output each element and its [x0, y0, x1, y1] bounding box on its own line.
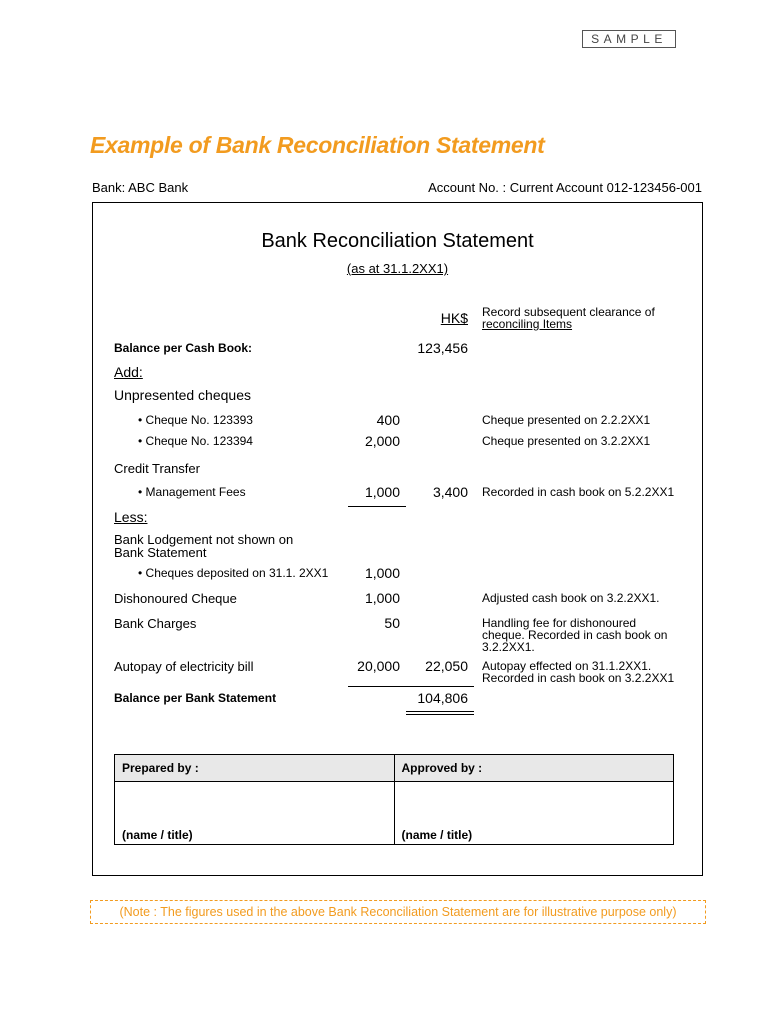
add-heading: Add:: [114, 364, 143, 380]
less-subtotal: 22,050: [425, 658, 468, 674]
balance-cash-book-total: 123,456: [417, 340, 468, 356]
signoff-table: [114, 754, 674, 845]
dishonoured-amount: 1,000: [364, 590, 400, 606]
bank-charges-amount: 50: [384, 615, 400, 631]
account-number: Account No. : Current Account 012-123456-001: [428, 180, 702, 195]
bank-charges-remark: Handling fee for dishonoured cheque. Recorded in cash book on 3.2.2XX1.: [482, 616, 668, 654]
dishonoured-remark: Adjusted cash book on 3.2.2XX1.: [482, 591, 660, 605]
cheque-2-amount: 2,000: [364, 433, 400, 449]
cheques-deposited-amount: 1,000: [364, 565, 400, 581]
mgmt-fees-remark: Recorded in cash book on 5.2.2XX1: [482, 485, 675, 499]
cheque-2-label: • Cheque No. 123394: [138, 434, 253, 448]
autopay-remark: Autopay effected on 31.1.2XX1. Recorded in cash book on 3.2.2XX1: [482, 659, 675, 685]
remarks-header: Record subsequent clearance of reconciling Items: [482, 305, 655, 331]
less-heading: Less:: [114, 509, 148, 525]
approved-by-signature-box[interactable]: [394, 782, 674, 845]
currency-header: HK$: [440, 310, 468, 326]
autopay-amount: 20,000: [357, 658, 400, 674]
cheque-1-remark: Cheque presented on 2.2.2XX1: [482, 413, 651, 427]
add-subtotal-rule: [348, 506, 406, 507]
balance-bank-statement-label: Balance per Bank Statement: [114, 691, 277, 705]
approved-by-header: Approved by :: [394, 755, 674, 782]
document-title: Example of Bank Reconciliation Statement: [90, 132, 545, 158]
balance-bank-statement-total: 104,806: [417, 690, 468, 706]
autopay-label: Autopay of electricity bill: [114, 659, 254, 674]
lodgement-heading: Bank Lodgement not shown on Bank Statement: [114, 532, 294, 560]
prepared-by-header: Prepared by :: [115, 755, 395, 782]
approved-name-title: (name / title): [401, 828, 473, 842]
cheque-1-amount: 400: [376, 412, 400, 428]
double-rule-bottom: [406, 714, 474, 715]
mgmt-fees-label: • Management Fees: [138, 485, 246, 499]
dishonoured-label: Dishonoured Cheque: [114, 591, 237, 606]
statement-date: (as at 31.1.2XX1): [346, 261, 449, 276]
bank-name: Bank: ABC Bank: [92, 180, 189, 195]
less-subtotal-rule: [348, 686, 474, 687]
double-rule-top: [406, 711, 474, 712]
prepared-by-signature-box[interactable]: [115, 782, 395, 845]
balance-cash-book-label: Balance per Cash Book:: [114, 341, 253, 355]
cheques-deposited-label: • Cheques deposited on 31.1. 2XX1: [138, 566, 329, 580]
cheque-1-label: • Cheque No. 123393: [138, 413, 253, 427]
bank-charges-label: Bank Charges: [114, 616, 197, 631]
statement-title: Bank Reconciliation Statement: [261, 230, 534, 252]
cheque-2-remark: Cheque presented on 3.2.2XX1: [482, 434, 651, 448]
mgmt-fees-amount: 1,000: [364, 484, 400, 500]
sample-stamp: SAMPLE: [582, 30, 676, 48]
prepared-name-title: (name / title): [122, 828, 193, 842]
credit-transfer-heading: Credit Transfer: [114, 461, 200, 476]
illustrative-footnote: (Note : The figures used in the above Bank Reconciliation Statement are for illustrative purpose only): [90, 900, 706, 924]
add-subtotal: 3,400: [432, 484, 468, 500]
unpresented-heading: Unpresented cheques: [114, 387, 251, 403]
